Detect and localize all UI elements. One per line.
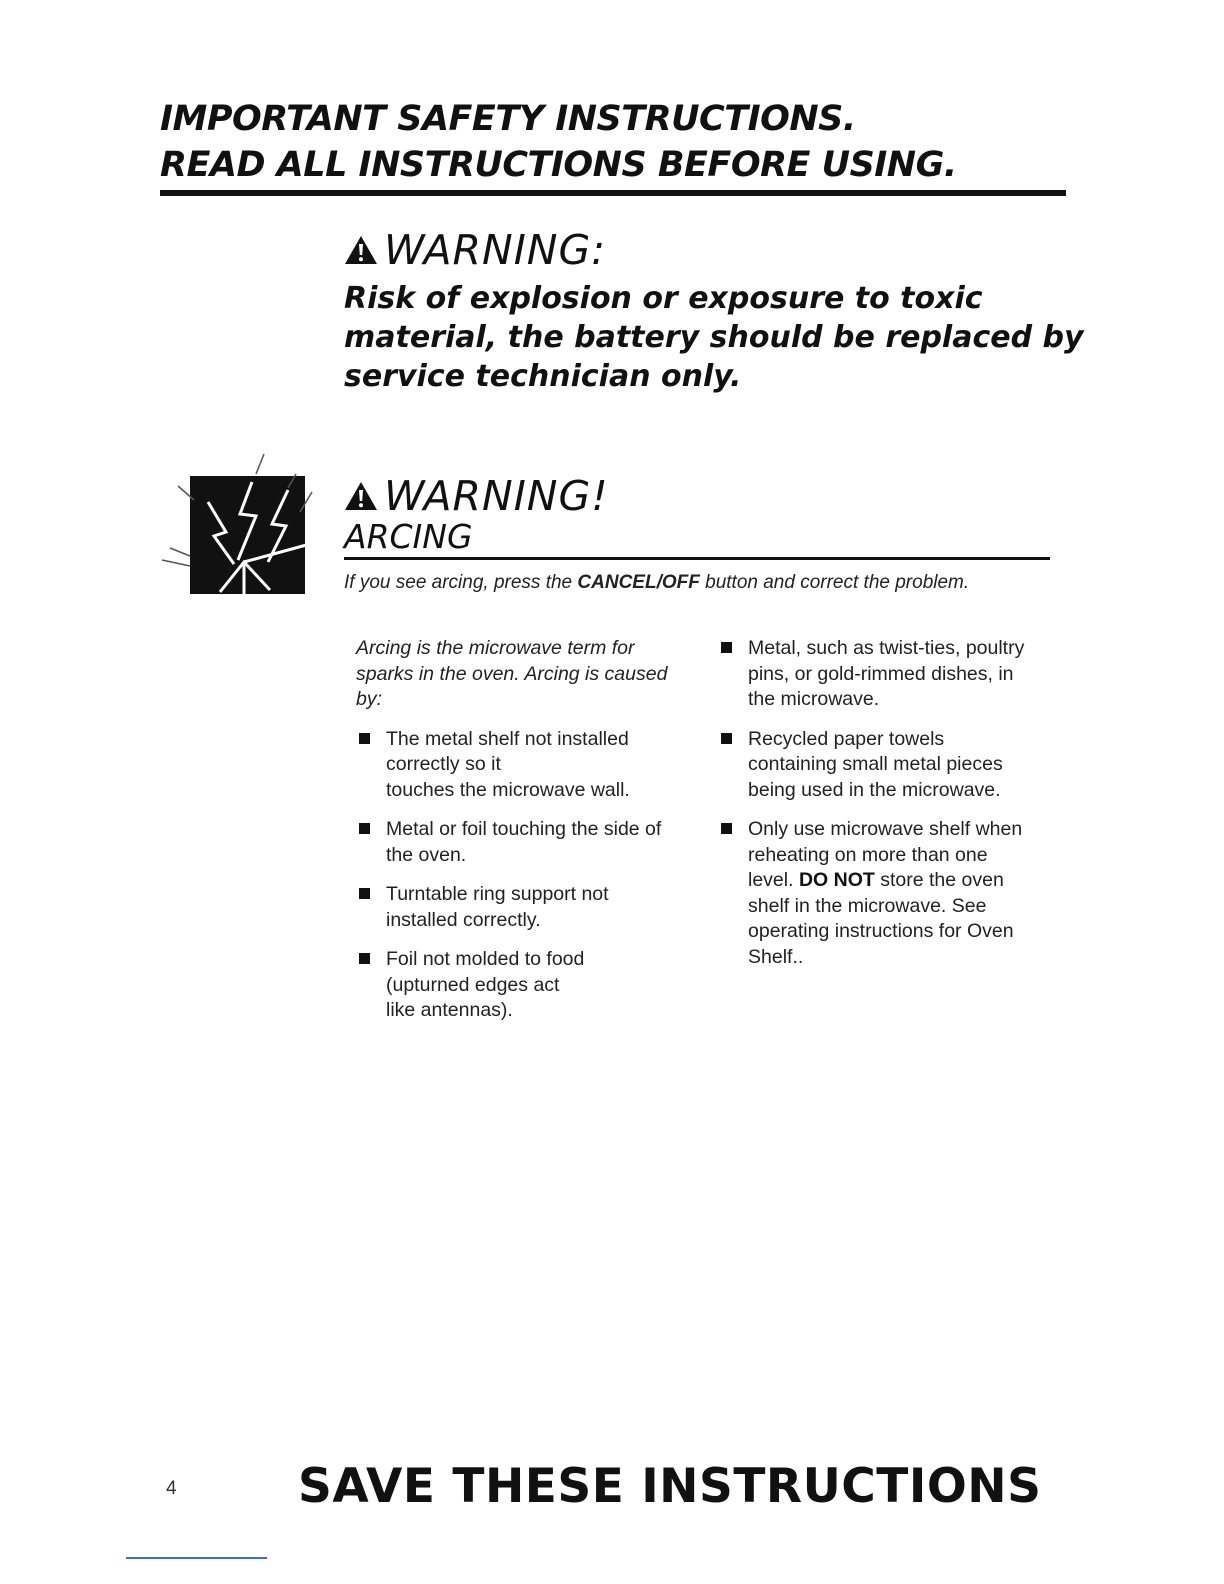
intro-line: Arcing is the microwave term for xyxy=(356,637,635,659)
list-item-line: touches the microwave wall. xyxy=(386,778,630,801)
list-item-line: shelf in the microwave. See xyxy=(748,894,987,917)
bullet-square-icon xyxy=(359,888,370,899)
arcing-note-text: If you see arcing, press the xyxy=(344,572,578,593)
list-item xyxy=(356,817,696,868)
list-item-line: pins, or gold-rimmed dishes, in xyxy=(748,662,1014,685)
list-item xyxy=(718,817,1058,970)
list-item xyxy=(356,947,696,1024)
list-item-line: (upturned edges act xyxy=(386,973,560,996)
list-item-line: containing small metal pieces xyxy=(748,753,1003,775)
bullet-square-icon xyxy=(359,733,370,744)
list-item-line: the oven. xyxy=(386,843,467,866)
header-line-1: IMPORTANT SAFETY INSTRUCTIONS. xyxy=(160,99,856,139)
list-item-line: Metal, such as twist-ties, poultry xyxy=(748,637,1025,659)
list-item-line: reheating on more than one xyxy=(748,843,988,866)
list-item-line: the microwave. xyxy=(748,688,880,710)
header-line-2: READ ALL INSTRUCTIONS BEFORE USING. xyxy=(160,145,957,185)
list-item-line: being used in the microwave. xyxy=(748,778,1001,801)
list-item-line: Shelf.. xyxy=(748,945,804,968)
bullet-square-icon xyxy=(721,642,732,653)
arcing-note xyxy=(344,570,969,596)
page-header xyxy=(160,96,1066,188)
battery-warning xyxy=(344,224,1084,396)
list-item-line: Metal or foil touching the side of xyxy=(386,818,662,840)
list-item-line: operating instructions for Oven xyxy=(748,920,1014,942)
arcing-note-text: button and correct the problem. xyxy=(699,572,970,593)
battery-warning-text xyxy=(344,279,1084,396)
arcing-intro xyxy=(356,636,696,713)
list-item-text: level. xyxy=(748,869,799,891)
list-item-line xyxy=(748,868,1058,894)
battery-warning-heading: WARNING: xyxy=(384,226,607,274)
list-item-line: Turntable ring support not xyxy=(386,883,609,905)
cancel-off-button-label: CANCEL/OFF xyxy=(577,572,700,593)
arcing-warning-title xyxy=(344,470,1050,522)
battery-warning-line: material, the battery should be replaced by xyxy=(344,320,1084,355)
arcing-causes-left xyxy=(356,636,696,1038)
bullet-square-icon xyxy=(359,953,370,964)
list-item-line: Recycled paper towels xyxy=(748,727,945,750)
header-divider xyxy=(160,190,1066,196)
save-instructions-heading: SAVE THESE INSTRUCTIONS xyxy=(298,1459,1042,1514)
do-not-emphasis: DO NOT xyxy=(798,869,875,891)
arcing-subtitle: ARCING xyxy=(344,517,473,556)
battery-warning-title xyxy=(344,224,1064,276)
list-item xyxy=(718,636,1058,713)
list-item xyxy=(356,727,696,804)
bullet-square-icon xyxy=(359,823,370,834)
list-item-line: like antennas). xyxy=(386,999,513,1021)
warning-triangle-icon xyxy=(344,235,378,265)
arcing-warning-heading: WARNING! xyxy=(384,472,609,520)
list-item xyxy=(356,882,696,933)
arcing-warning xyxy=(344,470,1050,556)
battery-warning-line: service technician only. xyxy=(344,359,742,394)
arcing-causes-right xyxy=(718,636,1058,984)
bullet-square-icon xyxy=(721,733,732,744)
battery-warning-line: Risk of explosion or exposure to toxic xyxy=(344,281,983,316)
list-item xyxy=(718,727,1058,804)
list-item-line: installed correctly. xyxy=(386,908,541,931)
bullet-square-icon xyxy=(721,823,732,834)
warning-triangle-icon xyxy=(344,481,378,511)
intro-line: by: xyxy=(356,688,383,710)
page-number: 4 xyxy=(166,1478,177,1499)
arcing-spark-icon xyxy=(160,452,320,598)
arcing-divider xyxy=(344,557,1050,560)
intro-line: sparks in the oven. Arcing is caused xyxy=(356,662,668,685)
list-item-line: Only use microwave shelf when xyxy=(748,818,1023,840)
list-item-line: Foil not molded to food xyxy=(386,948,585,970)
list-item-line: The metal shelf not installed xyxy=(386,727,629,750)
footer-rule xyxy=(126,1557,267,1559)
list-item-text: store the oven xyxy=(874,869,1004,891)
list-item-line: correctly so it xyxy=(386,753,501,775)
